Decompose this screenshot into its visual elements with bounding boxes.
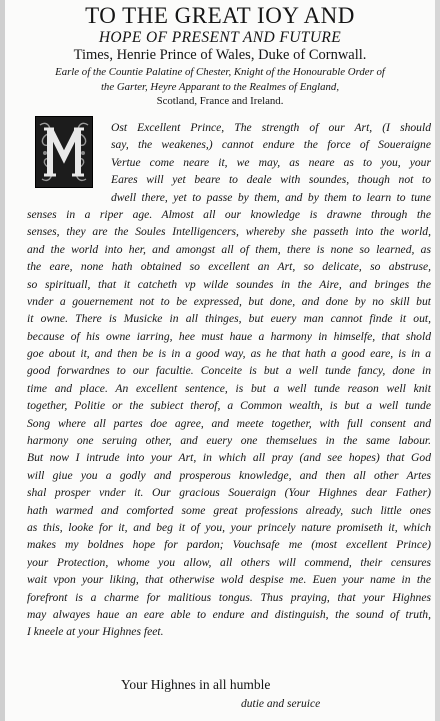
dedication-line: shal prosper vnder it. Our gracious Soueraign (Your Highnes dear Father) [27,486,431,500]
dedication-line: so spirituall, that it catcheth vp wilde soundes in the Aire, and bringes the [27,277,431,291]
dedication-line: Eares will yet beare to deale with soundes, though not to [111,173,431,187]
dedication-line: because of his owne iarring, hee must haue a harmony in himselfe, that shold [27,329,431,343]
dedication-title-line-3: Times, Henrie Prince of Wales, Duke of Cornwall. [73,47,367,63]
dedication-title-line-4: Earle of the Countie Palatine of Chester, Knight of the Honourable Order of [55,66,385,78]
dedication-line: may alwayes haue an eare able to endure and distinguish, the sound of truth, [27,607,431,621]
dedication-line: say, the weakenes,) cannot endure the force of Soueraigne [111,138,431,152]
dedication-line: Song where all partes doe agree, and meete together, with full consent and [27,416,431,430]
dedication-line: will giue you a godly and prosperous knowledge, and then all other Artes [27,468,431,482]
dedication-line: vnder a gouernement not to be expressed, but done, and done by no skill but [27,294,431,308]
dedication-line: and the world into her, and amongst all of them, there is none so learned, as [27,242,431,256]
dedication-line: senses in a riper age. Almost all our knowledge is drawne through the [27,207,431,221]
dedication-line: makes my boldnes hope for pardon; Vouchsafe me (most excellent Prince) [27,538,431,552]
closing-line-2: dutie and seruice [241,698,321,710]
dedication-line: Ost Excellent Prince, The strength of our Art, (I should [111,121,431,134]
dedication-line: the eare, none hath obtained so excellent an Art, so delicate, so abstruse, [27,260,431,274]
dedication-title-line-2: HOPE OF PRESENT AND FUTURE [98,29,342,46]
dedication-line: hath warmed and comforted some great professions already, such little ones [27,503,431,517]
dedication-line: wait vpon your liking, that otherwise wold despise me. Euen your name in the [27,573,431,587]
dedication-line: dwell there, yet to passe by them, and by them to learn to tune [111,190,431,204]
dedication-line: it owne. There is Musicke in all thinges, but euery man cannot finde it out, [27,312,431,326]
dedication-line: Vertue come neare it, we may, as neare as to you, your [111,155,431,169]
dedication-line: your Protection, whome you allow, all others will commend, their censures [27,555,431,569]
dedication-line: I kneele at your Highnes feet. [27,625,164,639]
dedication-title-line-1: TO THE GREAT IOY AND [85,3,355,28]
dedication-line: together, Politie or the subiect therof, a Common wealth, is but a well tunde [27,399,431,413]
dedication-line: But now I intrude into your Art, in which all pray (and see hopes) that God [27,451,431,465]
dedication-title-line-6: Scotland, France and Ireland. [156,95,284,107]
dedication-line: as this, looke for it, and beg it of you, your princely nature promiseth it, which [27,520,431,534]
dedication-title-line-5: the Garter, Heyre Apparant to the Realmes of England, [100,81,340,93]
dedication-line: good forwardnes to our facultie. Conceite is but a well tunde fancy, done in [27,364,431,378]
dedication-line: goe about it, and then be is in a good way, as he that hath a good eare, is in a [27,347,431,361]
dedication-line: harmony one seruing other, and euery one themselues in the same labour. [27,434,431,448]
dedication-line: forefront is a charme for malitious tongus. Thus praying, that your Highnes [27,590,431,604]
closing-line-1: Your Highnes in all humble [121,677,271,692]
dedication-body [27,119,431,641]
dedication-line: senses, they are the Soules Intelligencers, whereby she passeth into the world, [27,225,431,239]
dedication-line: time and place. An excellent sentence, is but a well tunde reason well knit [27,381,431,395]
